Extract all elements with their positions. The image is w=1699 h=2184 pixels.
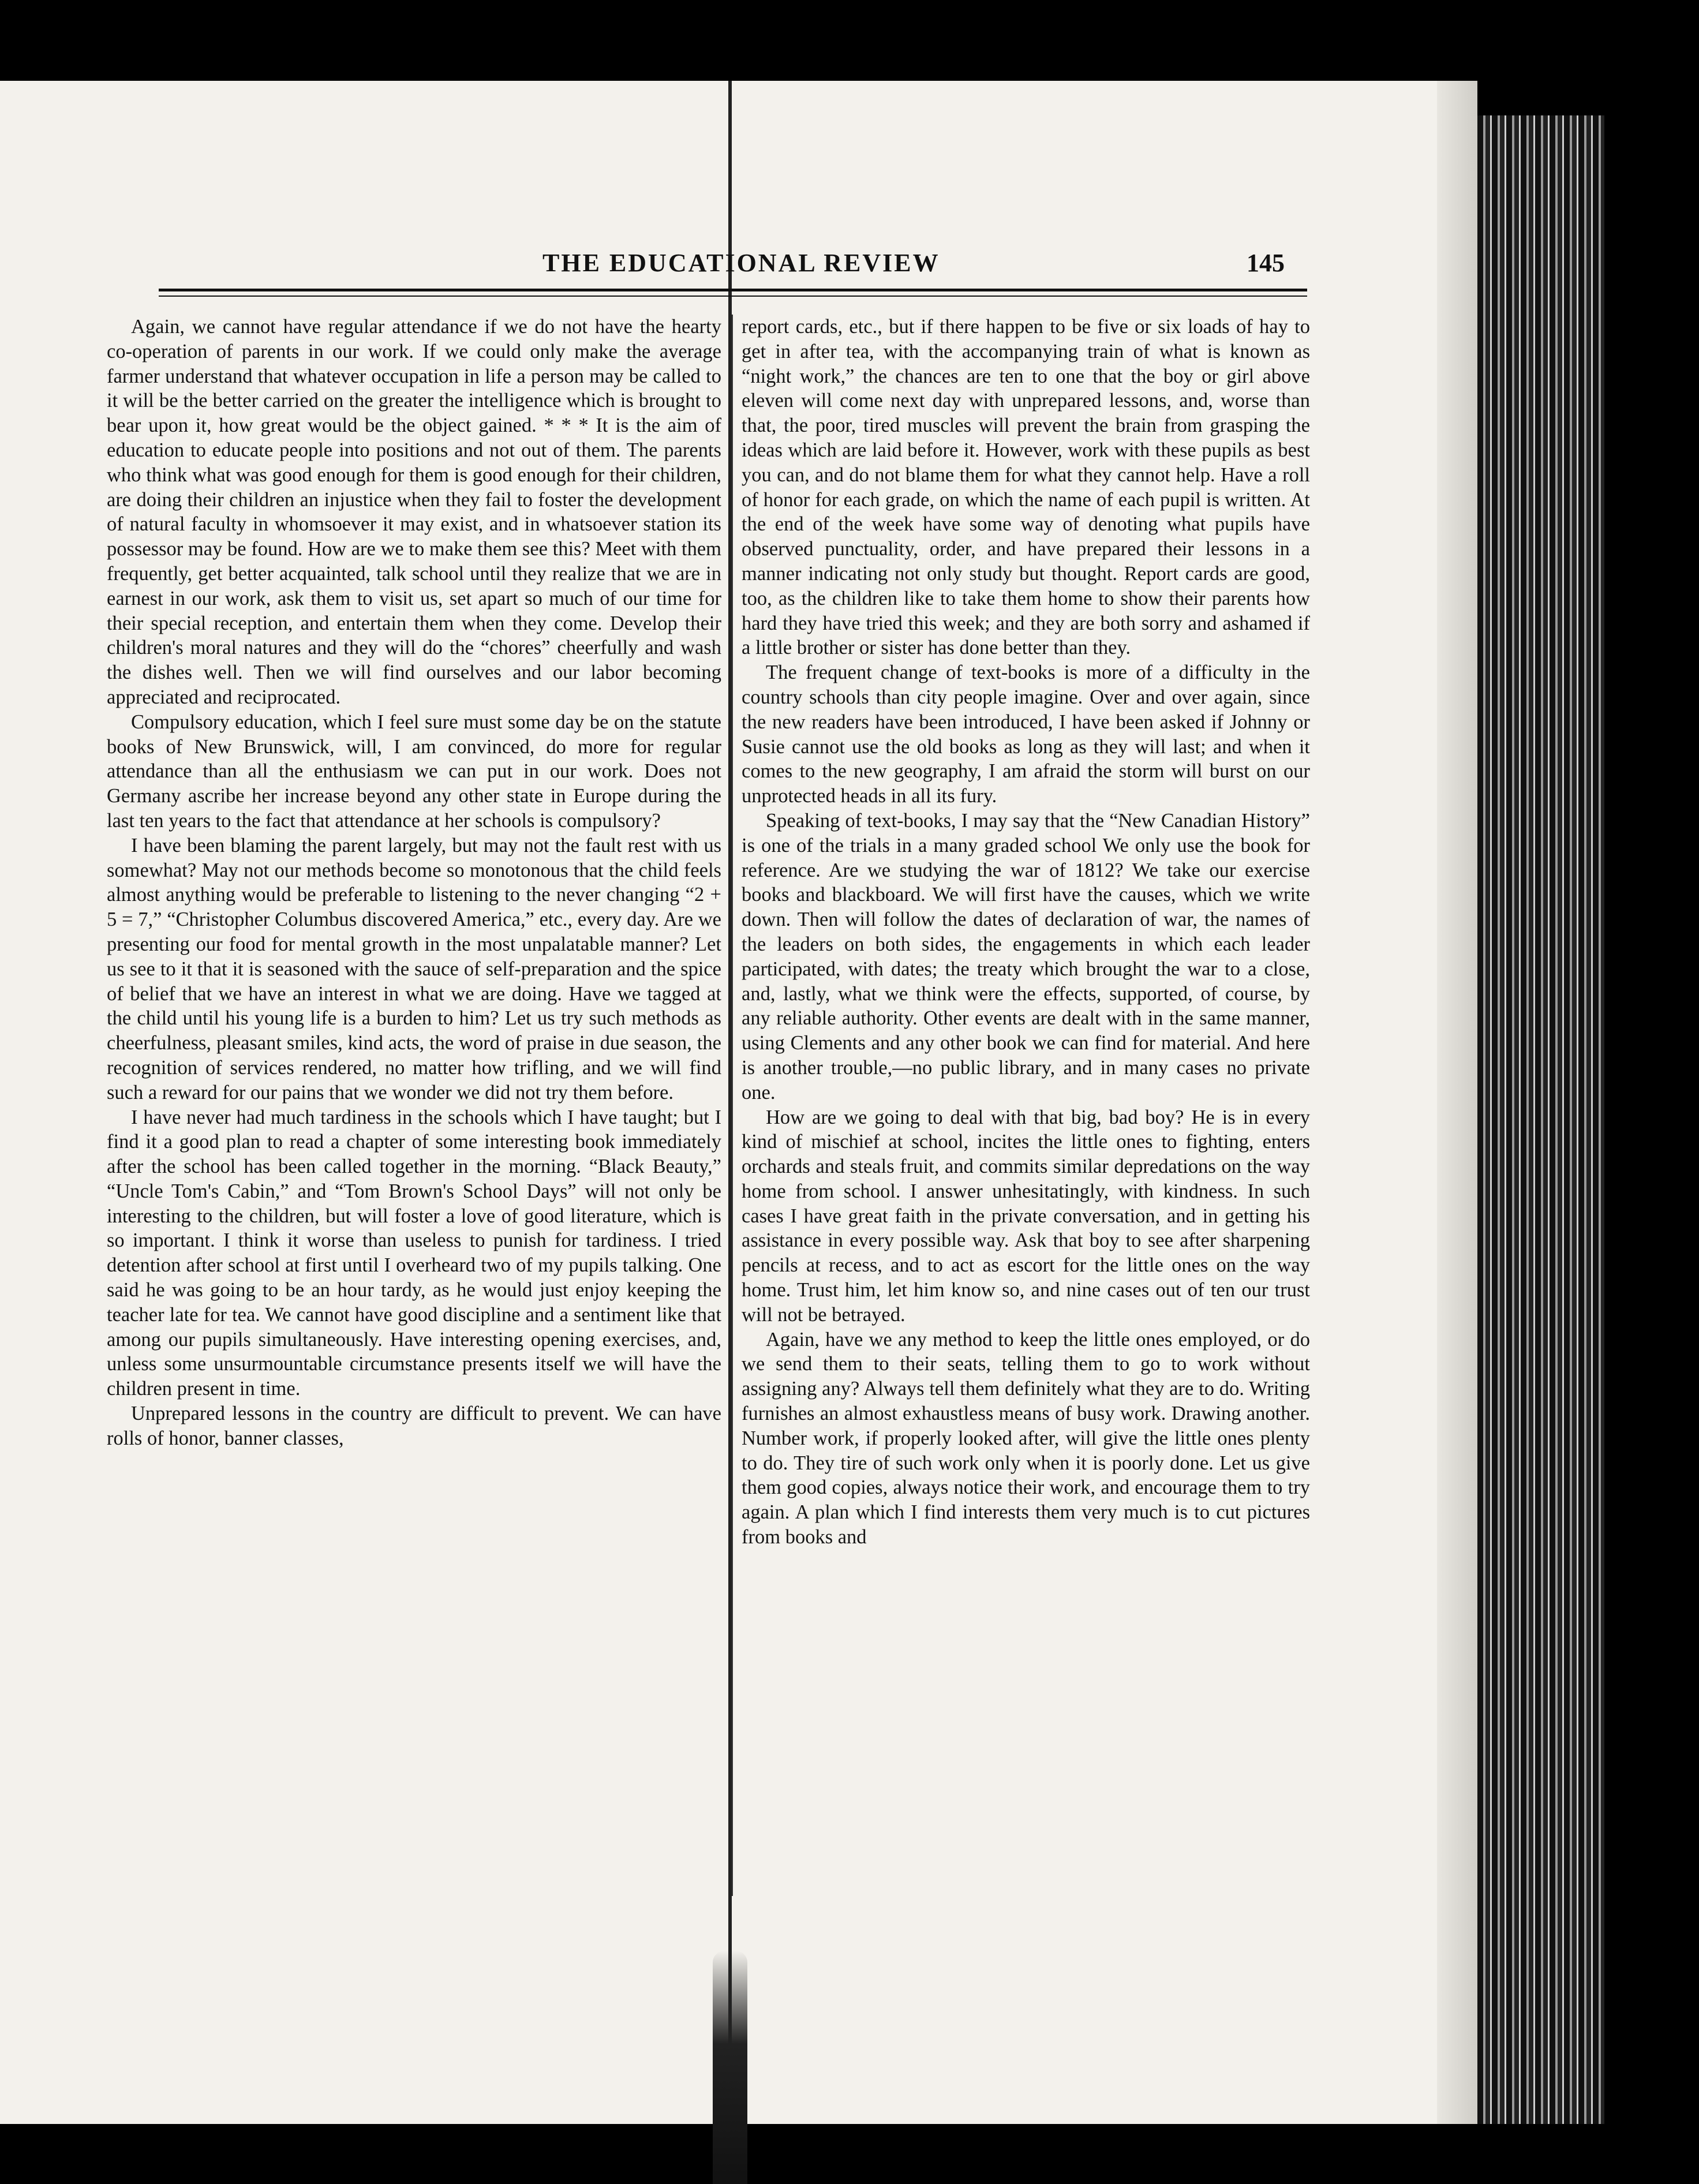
header-rule-thin <box>159 296 1307 297</box>
binding-shadow <box>713 1951 747 2184</box>
paper-edge-shadow <box>1437 81 1477 2124</box>
paragraph: How are we going to deal with that big, bad boy? He is in every kind of mischief at school, incites the little ones to fighting, enters orchards and steals fruit, and commits similar depredations on the way home from school. I answer unhesitatingly, with kindness. In such cases I have great faith in the private conversation, and in getting his assistance in every possible way. Ask that boy to see after sharpening pencils at recess, and to act as escort for the little ones on the way home. Trust him, let him know so, and nine cases out of ten our trust will not be betrayed. <box>742 1106 1310 1326</box>
paragraph: I have never had much tardiness in the schools which I have taught; but I find it a good plan to read a chapter of some interesting book immediately after the school has been called together in the morning. “Black Beauty,” “Uncle Tom's Cabin,” and “Tom Brown's School Days” will not only be interesting to the children, but will foster a love of good literature, which is so important. I think it worse than useless to punish for tardiness. I tried detention after school at first until I overheard two of my pupils talking. One said he was going to be an hour tardy, as he would just enjoy keeping the teacher late for tea. We cannot have good discipline and a sentiment like that among our pupils simultaneously. Have interesting opening exercises, and, unless some unsurmountable circumstance presents itself we will have the children present in time. <box>107 1106 721 1400</box>
paragraph: Unprepared lessons in the country are difficult to prevent. We can have rolls of honor, banner classes, <box>107 1403 721 1449</box>
header-rule-thick <box>159 289 1307 291</box>
paragraph: Again, have we any method to keep the little ones employed, or do we send them to their seats, telling them to go to work without assigning any? Always tell them definitely what they are to do. Writing furnishes an almost exhaustless means of busy work. Drawing another. Number work, if properly looked after, will give the little ones plenty to do. They tire of such work only when it is poorly done. Let us give them good copies, always notice their work, and encourage them to try again. A plan which I find interests them very much is to cut pictures from books and <box>742 1328 1310 1549</box>
page-header <box>162 248 1304 294</box>
running-title: THE EDUCATIONAL REVIEW <box>542 249 940 277</box>
paragraph: I have been blaming the parent largely, but may not the fault rest with us somewhat? May not our methods become so monotonous that the child feels almost anything would be preferable to listening to the never changing “2 + 5 = 7,” “Christopher Columbus discovered America,” etc., every day. Are we presenting our food for mental growth in the most unpalatable manner? Let us see to it that it is seasoned with the sauce of self-preparation and the spice of belief that we have an interest in what we are doing. Have we tagged at the child until his young life is a burden to him? Let us try such methods as cheerfulness, pleasant smiles, kind acts, the word of praise in due season, the recognition of services rendered, no matter how trifling, and we will find such a reward for our pains that we wonder we did not try them before. <box>107 834 721 1104</box>
book-page-edges <box>1477 115 1604 2124</box>
paragraph: report cards, etc., but if there happen to be five or six loads of hay to get in after tea, with the accompanying train of what is known as “night work,” the chances are ten to one that the boy or girl above eleven will come next day with unprepared lessons, and, worse than that, the poor, tired muscles will prevent the brain from grasping the ideas which are laid before it. However, work with these pupils as best you can, and do not blame them for what they cannot help. Have a roll of honor for each grade, on which the name of each pupil is written. At the end of the week have some way of denoting what pupils have observed punctuality, order, and have prepared their lessons in a manner indicating not only study but thought. Report cards are good, too, as the children like to take them home to show their parents how hard they have tried this week; and they are both sorry and ashamed if a little brother or sister has done better than they. <box>742 316 1310 659</box>
paragraph: Speaking of text-books, I may say that the “New Canadian History” is one of the trials in a many graded school We only use the book for reference. Are we studying the war of 1812? We take our exercise books and blackboard. We will first have the causes, which we write down. Then will follow the dates of declaration of war, the names of the leaders on both sides, the engagements in which each leader participated, with dates; the treaty which brought the war to a close, and, lastly, what we think were the effects, supported, of course, by any reliable authority. Other events are dealt with in the same manner, using Clements and any other book we can find for material. And here is another trouble,—no public library, and in many cases no private one. <box>742 809 1310 1104</box>
right-column <box>742 315 1310 1550</box>
paragraph: The frequent change of text-books is more of a difficulty in the country schools than city people imagine. Over and over again, since the new readers have been introduced, I have been asked if Johnny or Susie cannot use the old books as long as they will last; and when it comes to the new geography, I am afraid the storm will burst on our unprotected heads in all its fury. <box>742 661 1310 807</box>
left-column <box>107 315 721 1451</box>
paragraph: Compulsory education, which I feel sure must some day be on the statute books of New Brunswick, will, I am convinced, do more for regular attendance than all the enthusiasm we can put in our work. Does not Germany ascribe her increase beyond any other state in Europe during the last ten years to the fact that attendance at her schools is compulsory? <box>107 710 721 832</box>
column-divider <box>732 315 733 1896</box>
paragraph: Again, we cannot have regular attendance if we do not have the hearty co-operation of parents in our work. If we could only make the average farmer understand that whatever occupation in life a person may be called to it will be the better carried on the greater the intelligence which is brought to bear upon it, how great would be the object gained. * * * It is the aim of education to educate people into positions and not out of them. The parents who think what was good enough for them is good enough for their children, are doing their children an injustice when they fail to foster the development of natural faculty in whomsoever it may exist, and in whatsoever station its possessor may be found. How are we to make them see this? Meet with them frequently, get better acquainted, talk school until they realize that we are in earnest in our work, ask them to visit us, set apart so much of our time for their special reception, and entertain them when they come. Develop their children's moral natures and they will do the “chores” cheerfully and wash the dishes well. Then we will find ourselves and our labor becoming appreciated and reciprocated. <box>107 316 721 708</box>
page-number: 145 <box>1247 249 1285 277</box>
